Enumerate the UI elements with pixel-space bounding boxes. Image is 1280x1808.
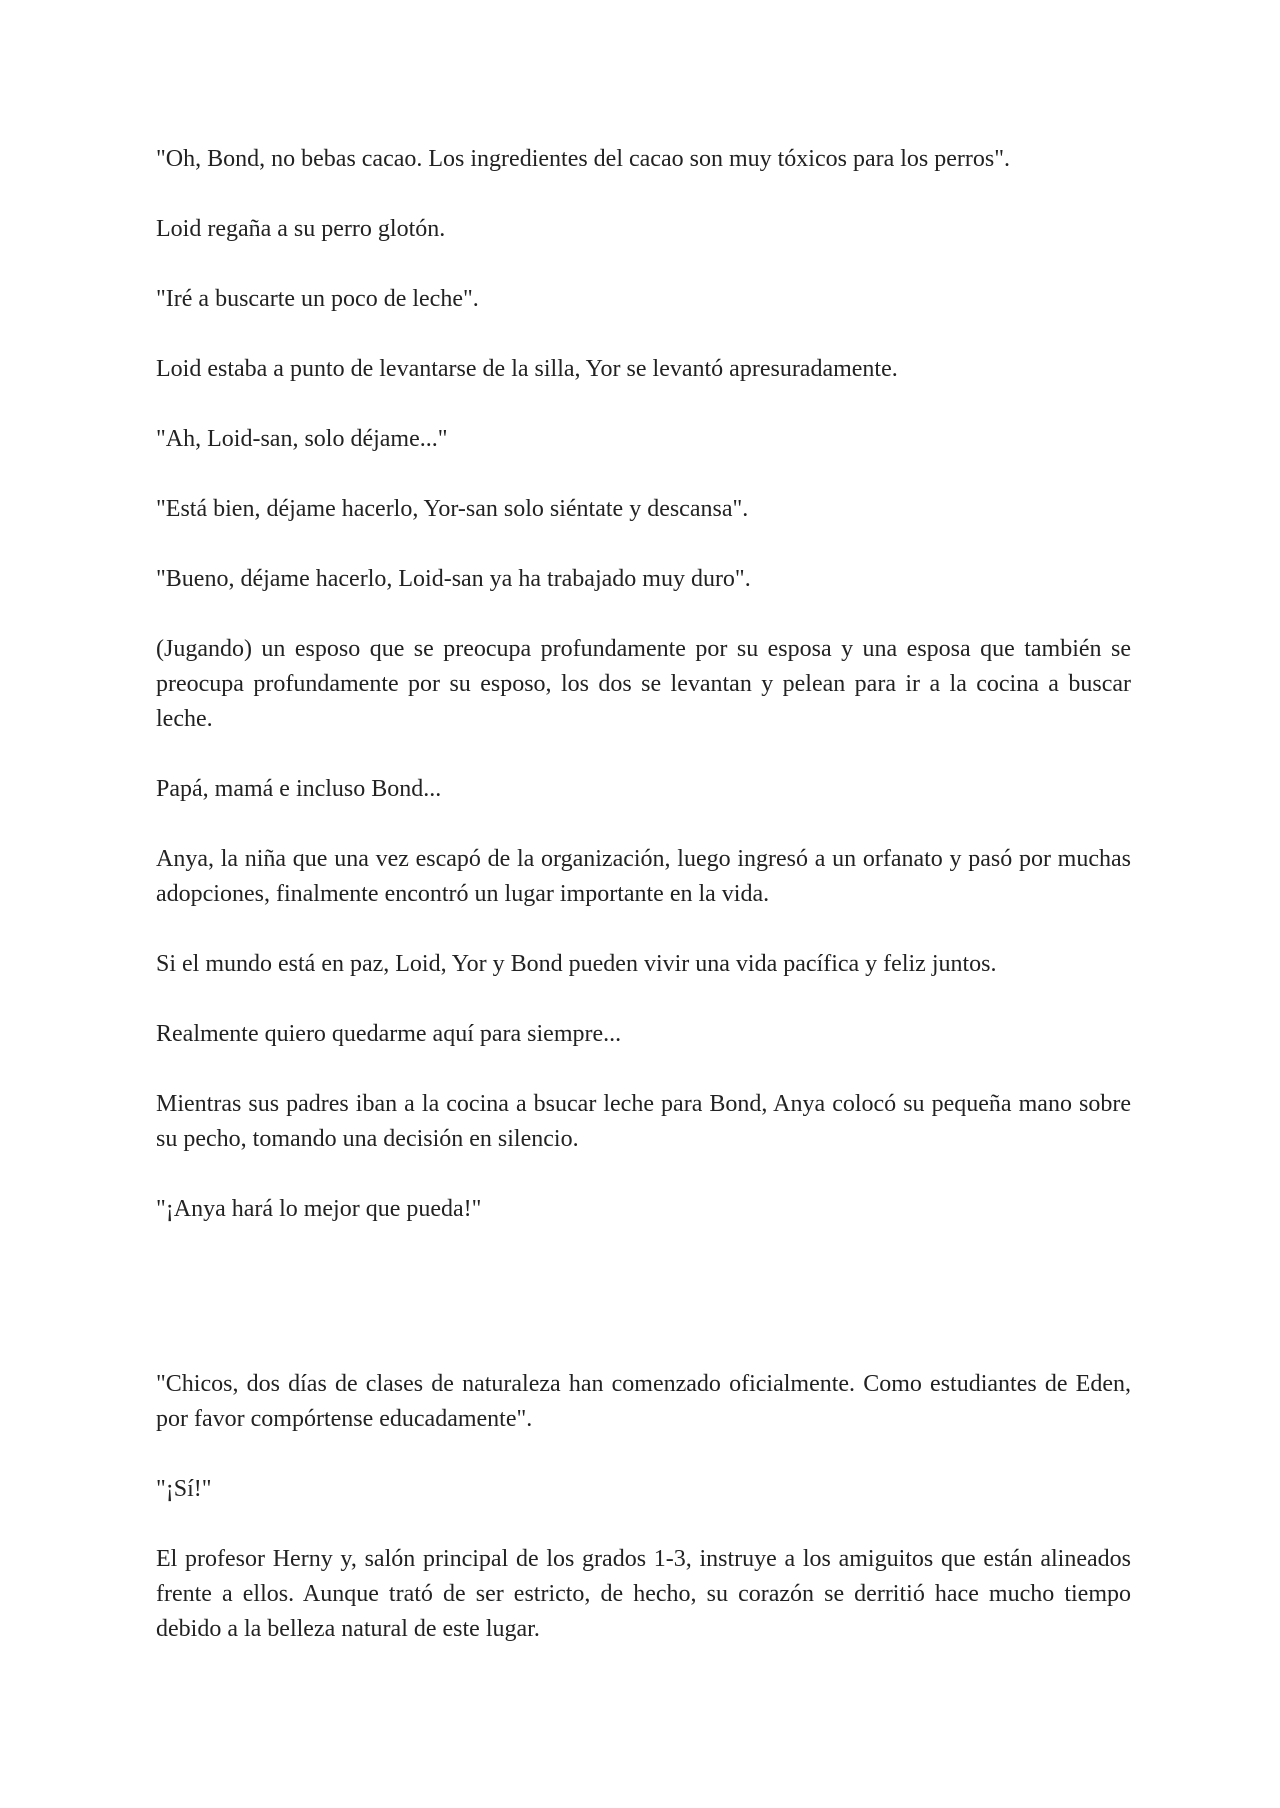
- paragraph: "Ah, Loid-san, solo déjame...": [156, 426, 448, 452]
- paragraph: Loid regaña a su perro glotón.: [156, 216, 446, 242]
- paragraph: Loid estaba a punto de levantarse de la silla, Yor se levantó apresuradamente.: [156, 356, 898, 382]
- paragraph: Si el mundo está en paz, Loid, Yor y Bond pueden vivir una vida pacífica y feliz juntos.: [156, 951, 997, 977]
- paragraph: "Bueno, déjame hacerlo, Loid-san ya ha trabajado muy duro".: [156, 566, 751, 592]
- paragraph: Papá, mamá e incluso Bond...: [156, 776, 442, 802]
- paragraph: "¡Sí!": [156, 1476, 212, 1502]
- paragraph: (Jugando) un esposo que se preocupa profundamente por su esposa y una esposa que también se preocupa profundamente por su esposo, los dos se levantan y pelean para ir a la cocina a buscar leche.: [156, 636, 1131, 732]
- paragraph: Realmente quiero quedarme aquí para siempre...: [156, 1021, 622, 1047]
- paragraph: Mientras sus padres iban a la cocina a bsucar leche para Bond, Anya colocó su pequeña mano sobre su pecho, tomando una decisión en silencio.: [156, 1091, 1131, 1152]
- paragraph: El profesor Herny y, salón principal de los grados 1-3, instruye a los amiguitos que están alineados frente a ellos. Aunque trató de ser estricto, de hecho, su corazón se derritió hace mucho tiempo debido a la belleza natural de este lugar.: [156, 1546, 1131, 1642]
- paragraph: "¡Anya hará lo mejor que pueda!": [156, 1196, 482, 1222]
- paragraph: "Iré a buscarte un poco de leche".: [156, 286, 479, 312]
- paragraph: "Oh, Bond, no bebas cacao. Los ingredientes del cacao son muy tóxicos para los perros".: [156, 146, 1011, 172]
- paragraph: "Chicos, dos días de clases de naturaleza han comenzado oficialmente. Como estudiantes de Eden, por favor compórtense educadamente".: [156, 1371, 1131, 1432]
- scene-break: [156, 1262, 1131, 1367]
- paragraph: "Está bien, déjame hacerlo, Yor-san solo siéntate y descansa".: [156, 496, 749, 522]
- document-page: [156, 142, 1131, 1682]
- paragraph: Anya, la niña que una vez escapó de la organización, luego ingresó a un orfanato y pasó por muchas adopciones, finalmente encontró un lugar importante en la vida.: [156, 846, 1131, 907]
